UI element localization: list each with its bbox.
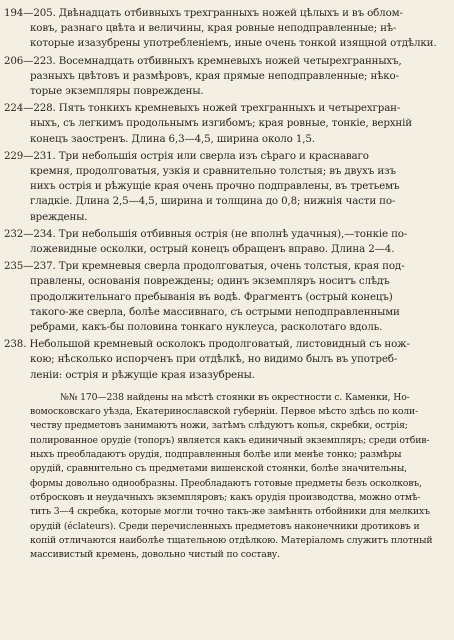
note-line: отбросковъ и неудачныхъ экземпляровъ; какъ орудія производства, можно отмѣ- (30, 491, 421, 503)
entry-line: кою; нѣсколько испорченъ при отдѣлкѣ, но видимо былъ въ употреб- (30, 353, 398, 366)
entry-line: которые изазубрены употребленіемъ, иные очень тонкой изящной отдѣлки. (30, 37, 437, 50)
catalog-entry-224-228 (4, 101, 444, 147)
note-line: тить 3—4 скребка, которые могли точно такъ-же замѣнять отбойники для мелкихъ (30, 506, 430, 518)
entry-line: продолжительнаго пребыванія въ водѣ. Фрагментъ (острый конецъ) (30, 290, 393, 303)
entry-line: правлены, основанія повреждены; одинъ экземпляръ носитъ слѣдъ (30, 275, 390, 288)
note-line: вомосковскаго уѣзда, Екатеринославской губерніи. Первое мѣсто здѣсь по коли- (30, 406, 419, 418)
entry-line: 229—231. Три небольшія острія или сверла изъ сѣраго и краснаваго (4, 149, 369, 162)
note-line: массивистый кремень, довольно чистый по составу. (30, 549, 280, 561)
catalog-entry-238 (4, 337, 444, 383)
entry-line: конецъ заостренъ. Длина 6,3—4,5, ширина около 1,5. (30, 132, 315, 145)
catalog-entry-206-223 (4, 54, 444, 100)
entry-line: ковъ, разнаго цвѣта и величины, края ровные неподправленные; нѣ- (30, 22, 397, 35)
entry-line: торые экземпляры повреждены. (30, 85, 204, 98)
entry-line: леніи: острія и рѣжущіе края изазубрены. (30, 368, 255, 381)
catalog-entry-194-205 (4, 6, 444, 52)
catalog-entry-229-231 (4, 149, 444, 225)
entry-line: ребрами, какъ-бы половина тонкаго нуклеуса, расколотаго вдоль. (30, 321, 383, 334)
note-line: формы довольно однообразны. Преобладаютъ готовые предметы безъ осколковъ, (30, 477, 422, 489)
entry-line: такого-же сверла, болѣе массивнаго, съ острыми неподправленными (30, 305, 400, 318)
entry-line: 232—234. Три небольшія отбивныя острія (не вполнѣ удачныя),—тонкіе по- (4, 227, 408, 240)
entry-line: 235—237. Три кремневыя сверла продолговатыя, очень толстыя, края под- (4, 260, 405, 273)
catalog-entry-235-237 (4, 259, 444, 335)
entry-line: 224—228. Пять тонкихъ кремневыхъ ножей трехгранныхъ и четырехгран- (4, 102, 401, 115)
entry-line: 206—223. Восемнадцать отбивныхъ кремневыхъ ножей четырехгранныхъ, (4, 54, 402, 67)
note-line: орудій (éclateurs). Среди перечисленныхъ предметовъ наконечники дротиковъ и (30, 520, 420, 532)
note-line: орудій, сравнительно съ предметами вишенской стоянки, болѣе значительны, (30, 463, 407, 475)
note-line: полированное орудіе (топоръ) является какъ единичный экземпляръ; среди отбив- (30, 434, 430, 446)
entry-line: ложевидные осколки, острый конецъ обращенъ вправо. Длина 2—4. (30, 243, 395, 256)
entry-line: нихъ острія и рѣжущіе края очень прочно подправлены, въ третьемъ (30, 180, 400, 193)
entry-line: 194—205. Двѣнадцать отбивныхъ трехгранныхъ ножей цѣлыхъ и въ облом- (4, 7, 403, 19)
note-line: копій отличаются наиболѣе тщательною отдѣлкою. Матеріаломъ служитъ плотный (30, 534, 433, 546)
note-line: ныхъ преобладаютъ орудія, подправленныя болѣе или менѣе тонко; размѣры (30, 449, 402, 461)
note-line: честву предметовъ занимаютъ ножи, затѣмъ слѣдуютъ копья, скребки, острія; (30, 420, 408, 432)
entry-line: гладкіе. Длина 2,5—4,5, ширина и толщина до 0,8; нижнія части по- (30, 195, 396, 208)
entry-line: разныхъ цвѣтовъ и размѣровъ, края прямые неподправленные; нѣко- (30, 69, 399, 82)
entry-line: 238. Небольшой кремневый осколокъ продолговатый, листовидный съ нож- (4, 338, 410, 351)
entry-line: кремня, продолговатыя, узкія и сравнительно толстыя; въ двухъ изъ (30, 165, 396, 178)
note-line: №№ 170—238 найдены на мѣстѣ стоянки въ окрестности с. Каменки, Но- (60, 391, 410, 403)
entry-line: ныхъ, съ легкимъ продольнымъ изгибомъ; края ровные, тонкіе, верхній (30, 117, 412, 130)
entry-line: вреждены. (30, 210, 88, 223)
catalog-entry-232-234 (4, 227, 444, 257)
site-description-note (4, 391, 444, 563)
